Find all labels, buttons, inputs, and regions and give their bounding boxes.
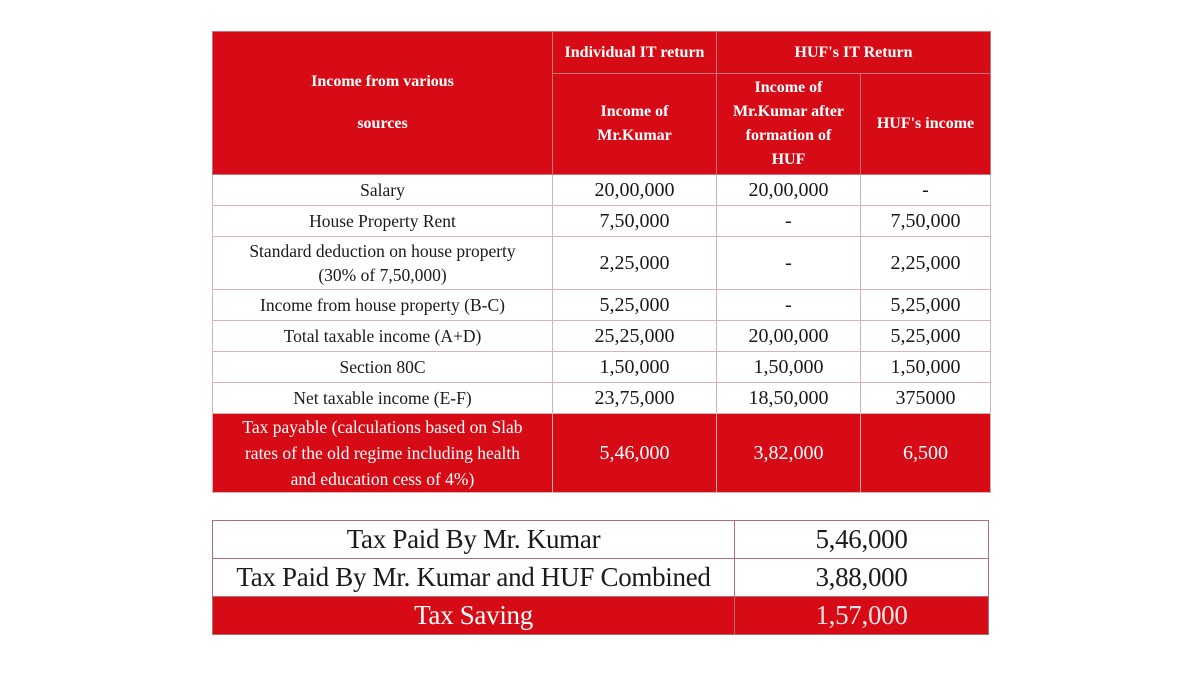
cell-huf: 1,50,000 (861, 352, 991, 383)
cell-after: - (717, 290, 861, 321)
tax-payable-label-line: rates of the old regime including health (244, 443, 521, 463)
cell-after: 20,00,000 (717, 175, 861, 206)
income-comparison-table (212, 31, 991, 493)
cell-after: 1,50,000 (717, 352, 861, 383)
col-header-after-line: formation of (745, 127, 832, 144)
col-header-kumar-after-huf (717, 74, 861, 175)
table-row (213, 383, 991, 414)
tax-payable-label-line: Tax payable (calculations based on Slab (242, 417, 523, 437)
cell-kumar: 25,25,000 (553, 321, 717, 352)
tax-payable-huf: 6,500 (861, 414, 991, 493)
cell-after: - (717, 237, 861, 290)
table-title (213, 32, 553, 175)
row-label: Total taxable income (A+D) (213, 321, 553, 352)
summary-value: 5,46,000 (735, 521, 989, 559)
summary-row (213, 521, 989, 559)
cell-huf: 375000 (861, 383, 991, 414)
cell-kumar: 5,25,000 (553, 290, 717, 321)
cell-kumar: 7,50,000 (553, 206, 717, 237)
col-header-after-line: Income of (754, 79, 823, 96)
tax-payable-row (213, 414, 991, 493)
cell-huf: 5,25,000 (861, 290, 991, 321)
table-row (213, 206, 991, 237)
tax-payable-label (213, 414, 553, 493)
col-header-after-line: HUF (771, 151, 806, 168)
tax-saving-row (213, 597, 989, 635)
summary-row (213, 559, 989, 597)
col-header-after-line: Mr.Kumar after (732, 103, 845, 120)
row-label-line1: Standard deduction on house property (249, 241, 516, 261)
summary-label: Tax Paid By Mr. Kumar (213, 521, 735, 559)
table-row (213, 175, 991, 206)
col-header-kumar-line2: Mr.Kumar (597, 127, 672, 144)
summary-label: Tax Paid By Mr. Kumar and HUF Combined (213, 559, 735, 597)
cell-after: - (717, 206, 861, 237)
table-row (213, 321, 991, 352)
row-label: House Property Rent (213, 206, 553, 237)
cell-huf: 5,25,000 (861, 321, 991, 352)
row-label: Section 80C (213, 352, 553, 383)
cell-huf: 7,50,000 (861, 206, 991, 237)
group-header-individual: Individual IT return (553, 32, 717, 74)
cell-kumar: 20,00,000 (553, 175, 717, 206)
header-row-groups (213, 32, 991, 74)
cell-kumar: 1,50,000 (553, 352, 717, 383)
col-header-huf-income: HUF's income (861, 74, 991, 175)
tax-saving-label: Tax Saving (213, 597, 735, 635)
summary-value: 3,88,000 (735, 559, 989, 597)
group-header-huf: HUF's IT Return (717, 32, 991, 74)
col-header-kumar-line1: Income of (600, 103, 669, 120)
tax-summary-table (212, 520, 989, 635)
table-title-line1: Income from various (311, 73, 454, 90)
row-label (213, 237, 553, 290)
row-label: Salary (213, 175, 553, 206)
tax-payable-label-line: and education cess of 4%) (290, 469, 475, 489)
row-label: Income from house property (B-C) (213, 290, 553, 321)
col-header-kumar (553, 74, 717, 175)
table-row (213, 352, 991, 383)
cell-after: 18,50,000 (717, 383, 861, 414)
table-title-line2: sources (357, 115, 408, 132)
tax-payable-after: 3,82,000 (717, 414, 861, 493)
table-row (213, 290, 991, 321)
cell-huf: - (861, 175, 991, 206)
row-label: Net taxable income (E-F) (213, 383, 553, 414)
row-label-line2: (30% of 7,50,000) (318, 265, 447, 285)
tax-payable-kumar: 5,46,000 (553, 414, 717, 493)
cell-huf: 2,25,000 (861, 237, 991, 290)
tax-saving-value: 1,57,000 (735, 597, 989, 635)
cell-kumar: 2,25,000 (553, 237, 717, 290)
cell-kumar: 23,75,000 (553, 383, 717, 414)
table-row (213, 237, 991, 290)
cell-after: 20,00,000 (717, 321, 861, 352)
